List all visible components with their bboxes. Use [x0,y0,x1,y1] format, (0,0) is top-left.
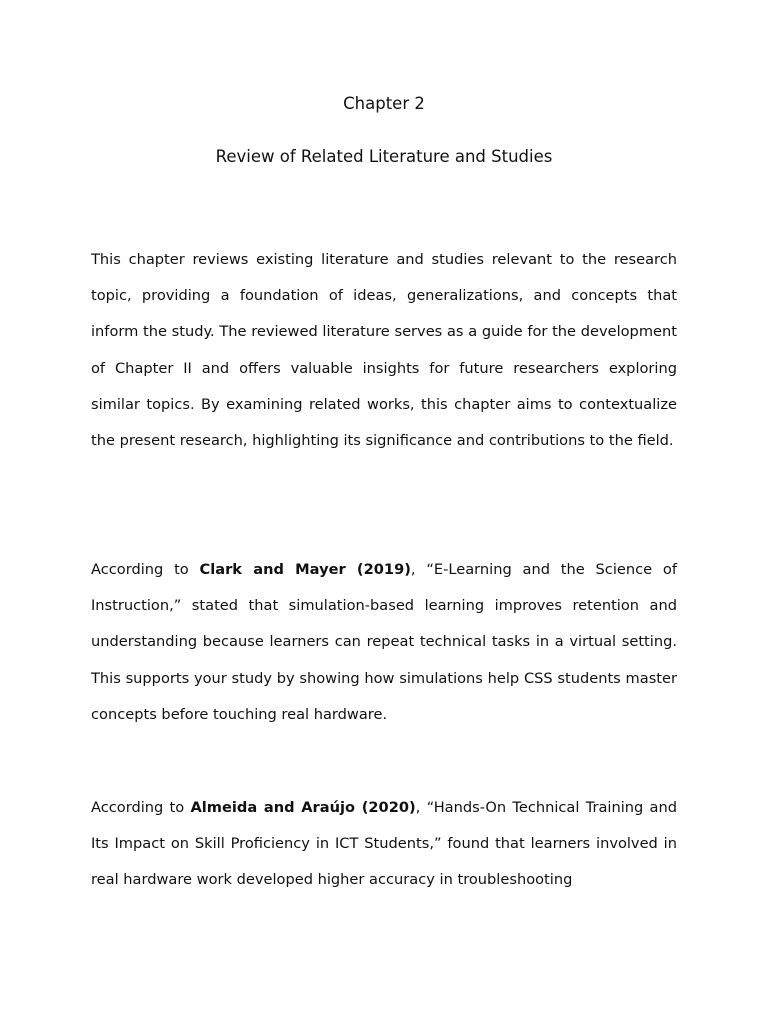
almeida-araujo-paragraph [91,790,677,899]
chapter-label: Chapter 2 [343,94,425,113]
chapter-title: Review of Related Literature and Studies [215,147,553,166]
intro-paragraph: This chapter reviews existing literature and studies relevant to the research topic, providing a foundation of ideas, generalizations, and concepts that inform the study. The reviewed literature serves as a guide for the development of Chapter II and offers valuable insights for future researchers exploring similar topics. By examining related works, this chapter aims to contextualize the present research, highlighting its significance and contributions to the field. [91,251,677,450]
citation-almeida-araujo: Almeida and Araújo (2020) [190,799,416,816]
clark-mayer-paragraph [91,552,677,733]
paragraph-lead: According to [91,799,191,816]
paragraph-lead: According to [91,561,200,578]
citation-clark-mayer: Clark and Mayer (2019) [199,561,411,578]
paragraph-body: , “E-Learning and the Science of Instruction,” stated that simulation-based learning improves retention and understanding because learners can repeat technical tasks in a virtual setting. This supports your study by showing how simulations help CSS students master concepts before touching real hardware. [91,561,677,723]
paragraph-body: , “Hands-On Technical Training and Its Impact on Skill Proficiency in ICT Students,” found that learners involved in real hardware work developed higher accuracy in troubleshooting [91,799,677,889]
